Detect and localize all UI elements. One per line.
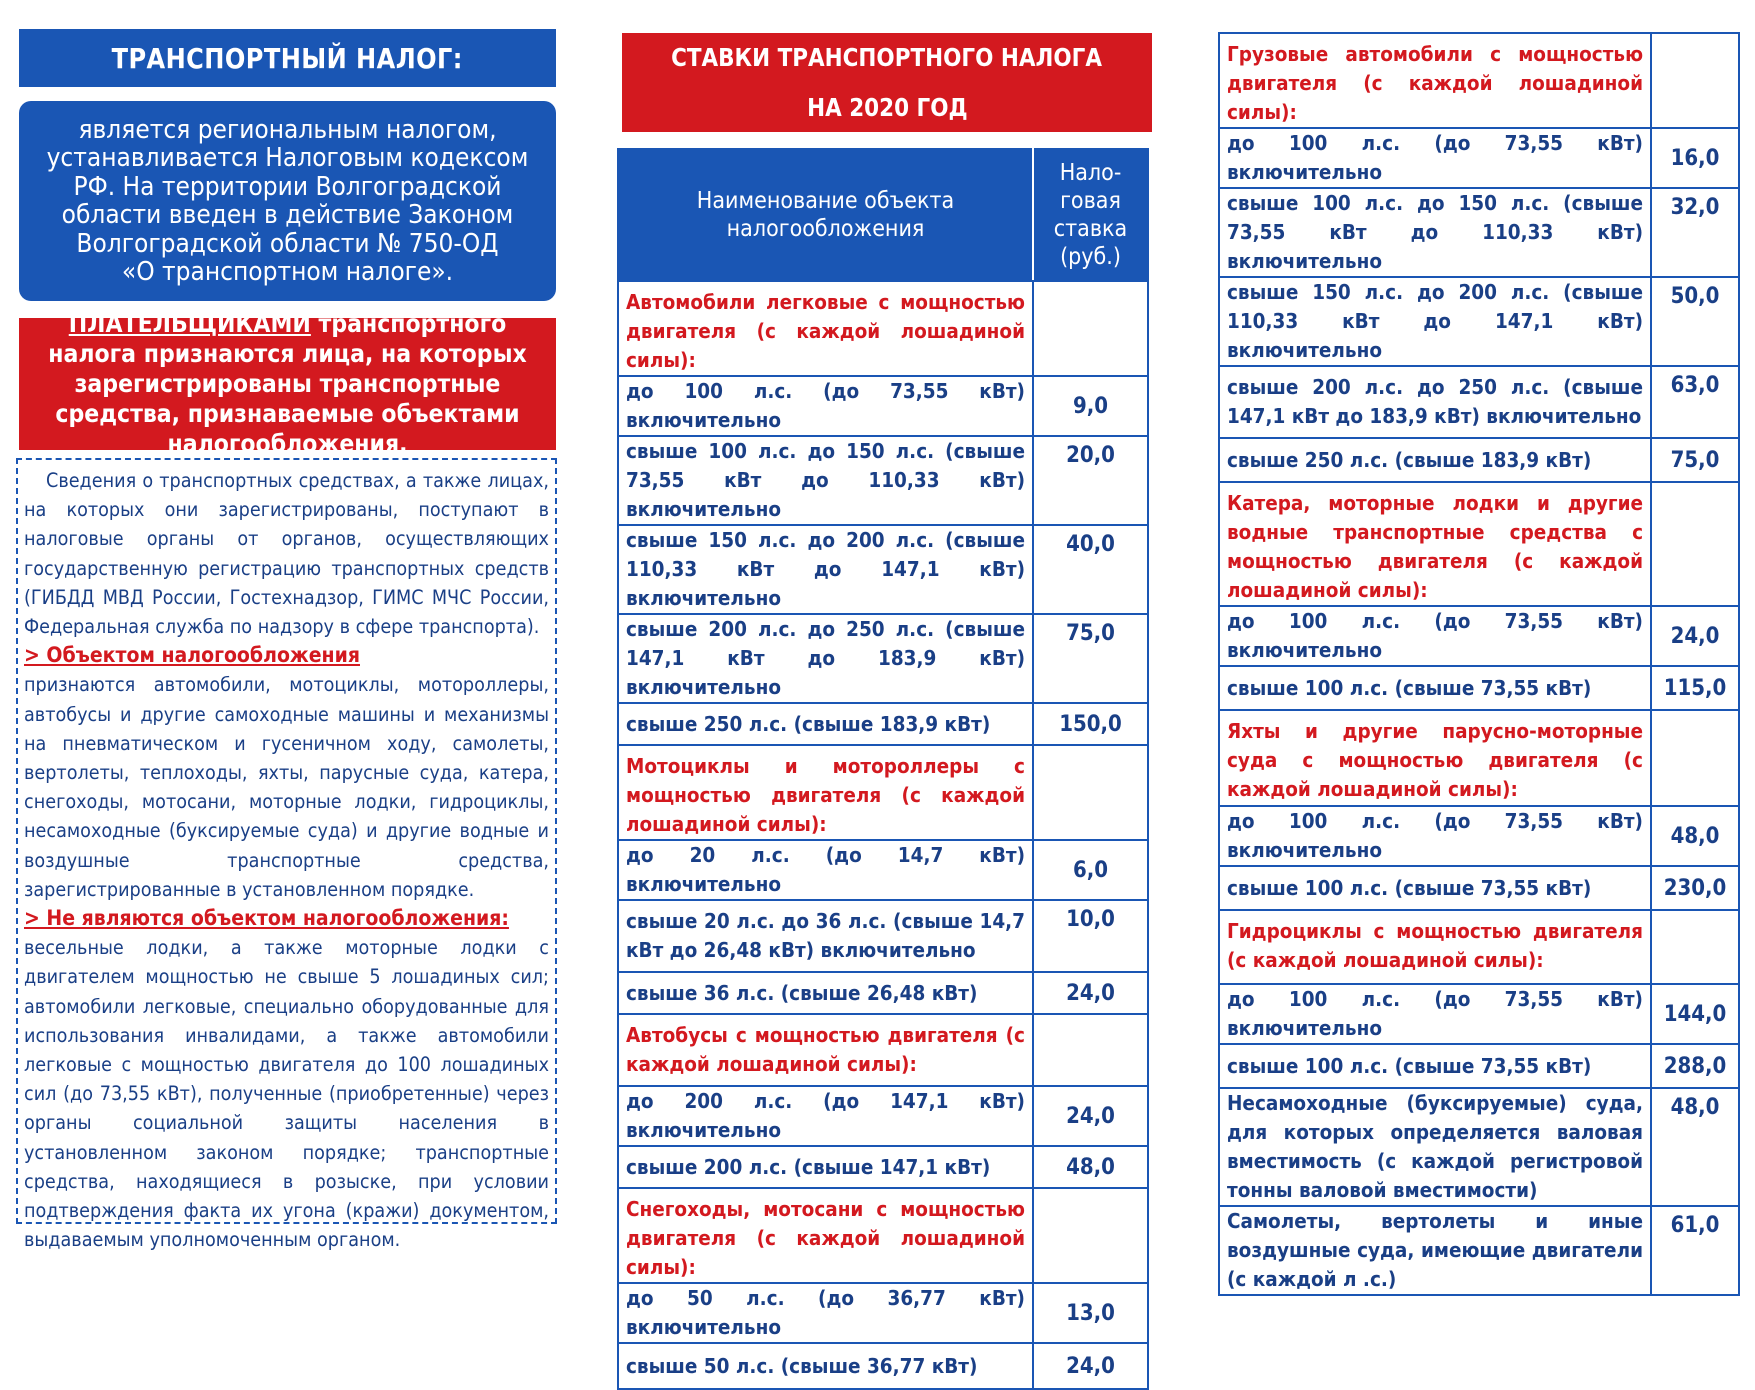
tax-rate — [1033, 1014, 1148, 1086]
tax-rate: 24,0 — [1033, 972, 1148, 1014]
tax-rate: 115,0 — [1651, 666, 1739, 710]
object-name: свыше 200 л.с. до 250 л.с. (свыше 147,1 кВт до 183,9 кВт) включительно — [618, 614, 1033, 703]
rates-title-banner — [622, 33, 1152, 132]
tax-rate: 48,0 — [1651, 1088, 1739, 1206]
object-name: свыше 36 л.с. (свыше 26,48 кВт) — [618, 972, 1033, 1014]
category-name: Гидроциклы с мощностью двигателя (с каждой лошадиной силы): — [1219, 910, 1651, 984]
object-name: до 50 л.с. (до 36,77 кВт) включительно — [618, 1283, 1033, 1343]
category-name: Снегоходы, мотосани с мощностью двигателя (с каждой лошадиной силы): — [618, 1188, 1033, 1283]
tax-rate: 144,0 — [1651, 984, 1739, 1044]
description-line: устанавливается Налоговым кодексом — [46, 143, 529, 173]
category-name: Автобусы с мощностью двигателя (с каждой лошадиной силы): — [618, 1014, 1033, 1086]
object-name: свыше 200 л.с. до 250 л.с. (свыше 147,1 кВт до 183,9 кВт) включительно — [1219, 366, 1651, 438]
description-line: Волгоградской области № 750-ОД — [76, 228, 499, 259]
table-row — [1219, 984, 1739, 1044]
table-row — [618, 376, 1148, 436]
object-name: Несамоходные (буксируемые) суда, для которых определяется валовая вместимость (с каждой регистровой тонны валовой вместимости) — [1219, 1088, 1651, 1206]
table-row — [1219, 1044, 1739, 1088]
description-line: области введен в действие Законом — [61, 200, 514, 230]
objects-text: признаются автомобили, мотоциклы, мотороллеры, автобусы и другие самоходные машины и механизмы на пневматическом и гусеничном ходу, самолеты, вертолеты, теплоходы, яхты, парусные суда, катера, снегоходы, мотосани, моторные лодки, гидроциклы, несамоходные (буксируемые суда) и другие водные и воздушные транспортные средства, зарегистрированные в установленном порядке. — [24, 673, 549, 901]
info-box — [16, 458, 557, 1252]
object-name: до 20 л.с. (до 14,7 кВт) включительно — [618, 840, 1033, 900]
tax-rate — [1651, 910, 1739, 984]
tax-rate — [1033, 745, 1148, 840]
table-row — [1219, 806, 1739, 866]
tax-rate — [1033, 1188, 1148, 1283]
table-row — [1219, 438, 1739, 482]
object-name: Самолеты, вертолеты и иные воздушные суда, имеющие двигатели (с каждой л .с.) — [1219, 1206, 1651, 1295]
rates-title-line1: СТАВКИ ТРАНСПОРТНОГО НАЛОГА — [671, 42, 1103, 72]
table-row — [618, 1283, 1148, 1343]
object-name: свыше 100 л.с. (свыше 73,55 кВт) — [1219, 1044, 1651, 1088]
tax-rate: 63,0 — [1651, 366, 1739, 438]
object-name: до 100 л.с. (до 73,55 кВт) включительно — [1219, 606, 1651, 666]
object-name: свыше 150 л.с. до 200 л.с. (свыше 110,33 кВт до 147,1 кВт) включительно — [618, 525, 1033, 614]
category-row — [1219, 910, 1739, 984]
table-row — [1219, 866, 1739, 910]
tax-rate — [1651, 482, 1739, 606]
description-line: является региональным налогом, — [78, 114, 497, 145]
table-row — [1219, 666, 1739, 710]
category-row — [618, 1188, 1148, 1283]
table-row — [618, 900, 1148, 972]
objects-header: > Объектом налогообложения — [24, 643, 360, 668]
object-name: свыше 250 л.с. (свыше 183,9 кВт) — [1219, 438, 1651, 482]
object-name: свыше 250 л.с. (свыше 183,9 кВт) — [618, 703, 1033, 745]
table-row — [1219, 1206, 1739, 1295]
tax-rate: 40,0 — [1033, 525, 1148, 614]
table-row — [618, 1146, 1148, 1188]
tax-rate: 48,0 — [1651, 806, 1739, 866]
tax-rate: 150,0 — [1033, 703, 1148, 745]
rates-table-middle — [617, 148, 1149, 1390]
tax-rate: 10,0 — [1033, 900, 1148, 972]
table-row — [1219, 1088, 1739, 1206]
rates-title-line2: НА 2020 ГОД — [806, 92, 968, 122]
payers-text: транспортного налога признаются лица, на которых зарегистрированы транспортные средства, признаваемые объектами налогообложения. — [48, 309, 527, 458]
category-row — [1219, 710, 1739, 806]
category-row — [618, 281, 1148, 376]
payers-box — [19, 309, 556, 458]
table-row — [618, 525, 1148, 614]
category-name: Грузовые автомобили с мощностью двигателя (с каждой лошадиной силы): — [1219, 33, 1651, 128]
table-row — [618, 972, 1148, 1014]
object-name: до 100 л.с. (до 73,55 кВт) включительно — [1219, 984, 1651, 1044]
left-title: ТРАНСПОРТНЫЙ НАЛОГ: — [111, 41, 464, 75]
category-row — [1219, 33, 1739, 128]
payers-heading: ПЛАТЕЛЬЩИКАМИ — [68, 309, 311, 338]
category-name: Катера, моторные лодки и другие водные транспортные средства с мощностью двигателя (с каждой лошадиной силы): — [1219, 482, 1651, 606]
object-name: свыше 50 л.с. (свыше 36,77 кВт) — [618, 1343, 1033, 1389]
info-intro: Сведения о транспортных средствах, а также лицах, на которых они зарегистрированы, поступают в налоговые органы от органов, осуществляющих государственную регистрацию транспортных средств (ГИБДД МВД России, Гостехнадзор, ГИМС МЧС России, Федеральная служба по надзору в сфере транспорта). — [24, 469, 549, 639]
table-row — [1219, 606, 1739, 666]
tax-rate: 6,0 — [1033, 840, 1148, 900]
tax-rate: 230,0 — [1651, 866, 1739, 910]
tax-rate — [1651, 33, 1739, 128]
header-rate: Нало-говая ставка (руб.) — [1033, 149, 1148, 281]
tax-rate: 20,0 — [1033, 436, 1148, 525]
table-row — [618, 1343, 1148, 1389]
description-box — [19, 101, 556, 301]
tax-rate — [1651, 710, 1739, 806]
tax-rate: 32,0 — [1651, 188, 1739, 277]
category-name: Яхты и другие парусно-моторные суда с мощностью двигателя (с каждой лошадиной силы): — [1219, 710, 1651, 806]
table-row — [1219, 128, 1739, 188]
object-name: свыше 150 л.с. до 200 л.с. (свыше 110,33 кВт до 147,1 кВт) включительно — [1219, 277, 1651, 366]
table-row — [1219, 188, 1739, 277]
table-row — [618, 436, 1148, 525]
tax-rate: 24,0 — [1651, 606, 1739, 666]
description-line: РФ. На территории Волгоградской — [73, 171, 502, 202]
table-row — [618, 614, 1148, 703]
rates-table-right — [1218, 32, 1740, 1296]
tax-rate: 13,0 — [1033, 1283, 1148, 1343]
object-name: до 200 л.с. (до 147,1 кВт) включительно — [618, 1086, 1033, 1146]
not-objects-text: весельные лодки, а также моторные лодки с двигателем мощностью не свыше 5 лошадиных сил; автомобили легковые, специально оборудованные для использования инвалидами, а также автомобили легковые с мощностью двигателя до 100 лошадиных сил (до 73,55 кВт), полученные (приобретенные) через органы социальной защиты населения в установленном законом порядке; транспортные средства, находящиеся в розыске, при условии подтверждения факта их угона (кражи) документом, выдаваемым уполномоченным органом. — [24, 936, 549, 1252]
tax-rate: 16,0 — [1651, 128, 1739, 188]
description-line: «О транспортном налоге». — [121, 257, 454, 287]
tax-rate: 61,0 — [1651, 1206, 1739, 1295]
category-row — [618, 745, 1148, 840]
category-name: Автомобили легковые с мощностью двигателя (с каждой лошадиной силы): — [618, 281, 1033, 376]
table-row — [1219, 366, 1739, 438]
object-name: свыше 100 л.с. (свыше 73,55 кВт) — [1219, 666, 1651, 710]
header-name: Наименование объекта налогообложения — [618, 149, 1033, 281]
tax-rate: 288,0 — [1651, 1044, 1739, 1088]
tax-rate — [1033, 281, 1148, 376]
tax-rate: 24,0 — [1033, 1086, 1148, 1146]
object-name: свыше 100 л.с. до 150 л.с. (свыше 73,55 кВт до 110,33 кВт) включительно — [1219, 188, 1651, 277]
table-row — [618, 703, 1148, 745]
object-name: до 100 л.с. (до 73,55 кВт) включительно — [1219, 128, 1651, 188]
category-row — [1219, 482, 1739, 606]
not-objects-header: > Не являются объектом налогообложения: — [24, 906, 509, 931]
tax-rate: 9,0 — [1033, 376, 1148, 436]
tax-rate: 24,0 — [1033, 1343, 1148, 1389]
category-row — [618, 1014, 1148, 1086]
tax-rate: 75,0 — [1033, 614, 1148, 703]
object-name: свыше 20 л.с. до 36 л.с. (свыше 14,7 кВт до 26,48 кВт) включительно — [618, 900, 1033, 972]
object-name: до 100 л.с. (до 73,55 кВт) включительно — [618, 376, 1033, 436]
tax-rate: 48,0 — [1033, 1146, 1148, 1188]
category-name: Мотоциклы и мотороллеры с мощностью двигателя (с каждой лошадиной силы): — [618, 745, 1033, 840]
table-row — [618, 840, 1148, 900]
left-title-banner — [19, 29, 556, 87]
table-row — [1219, 277, 1739, 366]
tax-rate: 75,0 — [1651, 438, 1739, 482]
object-name: свыше 100 л.с. (свыше 73,55 кВт) — [1219, 866, 1651, 910]
object-name: свыше 200 л.с. (свыше 147,1 кВт) — [618, 1146, 1033, 1188]
tax-rate: 50,0 — [1651, 277, 1739, 366]
object-name: до 100 л.с. (до 73,55 кВт) включительно — [1219, 806, 1651, 866]
table-row — [618, 1086, 1148, 1146]
object-name: свыше 100 л.с. до 150 л.с. (свыше 73,55 кВт до 110,33 кВт) включительно — [618, 436, 1033, 525]
